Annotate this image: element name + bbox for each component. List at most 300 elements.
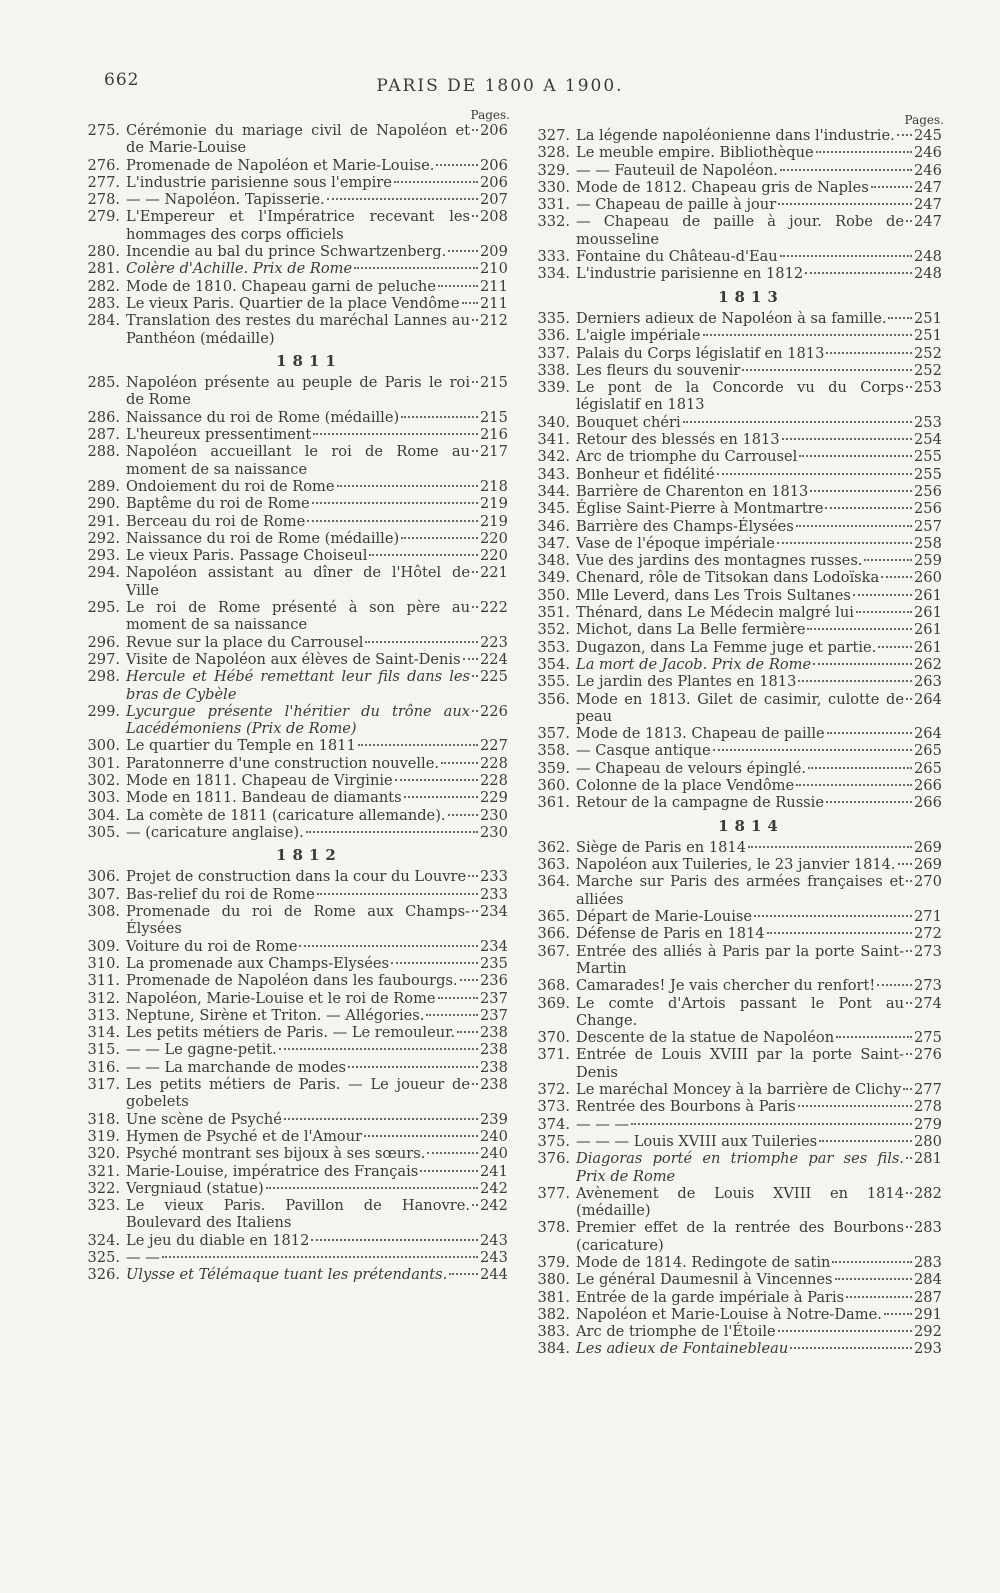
index-entry bbox=[78, 1180, 510, 1197]
dot-leader bbox=[391, 962, 478, 964]
entry-title: Mode de 1814. Redingote de satin bbox=[576, 1254, 831, 1271]
page-ref: 276 bbox=[914, 1046, 942, 1064]
dot-leader bbox=[472, 571, 478, 573]
dot-leader bbox=[448, 814, 478, 816]
dot-leader bbox=[888, 317, 912, 319]
entry-title: Défense de Paris en 1814 bbox=[576, 925, 765, 943]
index-entry bbox=[78, 374, 510, 409]
index-entry bbox=[528, 839, 944, 856]
dot-leader bbox=[436, 164, 478, 166]
index-entry bbox=[528, 196, 944, 213]
entry-title: Chenard, rôle de Titsokan dans Lodoïska bbox=[576, 569, 880, 587]
page-ref: 269 bbox=[914, 838, 942, 856]
index-entry bbox=[528, 1133, 944, 1150]
entry-title: Mode de 1813. Chapeau de paille bbox=[576, 725, 825, 743]
dot-leader bbox=[266, 1187, 478, 1189]
entry-number: 326. bbox=[87, 1266, 120, 1284]
page-ref: 221 bbox=[480, 564, 508, 582]
entry-number: 344. bbox=[537, 482, 570, 500]
entry-number: 352. bbox=[537, 621, 570, 639]
entry-title: Les petits métiers de Paris. — Le joueur de gobelets bbox=[126, 1076, 470, 1111]
page-ref: 207 bbox=[480, 191, 508, 209]
index-entry bbox=[528, 1219, 944, 1254]
entry-title: Retour de la campagne de Russie bbox=[576, 794, 824, 812]
page-ref: 206 bbox=[480, 173, 508, 191]
entry-number: 360. bbox=[537, 776, 570, 794]
entry-title: Naissance du roi de Rome (médaille) bbox=[126, 408, 400, 426]
page-ref: 234 bbox=[480, 937, 508, 955]
index-entry bbox=[78, 478, 510, 495]
index-entry bbox=[528, 656, 944, 673]
entry-title: Les petits métiers de Paris. — Le remouleur. bbox=[126, 1024, 456, 1042]
entry-title: Arc de triomphe du Carrousel bbox=[576, 448, 798, 466]
entry-number: 350. bbox=[537, 586, 570, 604]
page-ref: 235 bbox=[480, 954, 508, 972]
entry-number: 366. bbox=[537, 925, 570, 943]
dot-leader bbox=[438, 285, 478, 287]
dot-leader bbox=[472, 319, 478, 321]
entry-title: Le vieux Paris. Quartier de la place Vendôme bbox=[126, 294, 460, 312]
entry-title: Mode en 1811. Bandeau de diamants bbox=[126, 789, 402, 807]
page-ref: 261 bbox=[914, 621, 942, 639]
dot-leader bbox=[881, 576, 912, 578]
dot-leader bbox=[364, 1135, 478, 1137]
index-entry bbox=[78, 1041, 510, 1058]
index-entry bbox=[78, 824, 510, 841]
dot-leader bbox=[777, 542, 912, 544]
dot-leader bbox=[780, 255, 912, 257]
entry-title: Premier effet de la rentrée des Bourbons (caricature) bbox=[576, 1219, 904, 1254]
page-ref: 255 bbox=[914, 465, 942, 483]
entry-number: 322. bbox=[87, 1179, 120, 1197]
entry-number: 299. bbox=[87, 702, 120, 720]
index-entry bbox=[528, 873, 944, 908]
entry-number: 332. bbox=[537, 213, 570, 231]
dot-leader bbox=[395, 779, 478, 781]
entry-number: 353. bbox=[537, 638, 570, 656]
entry-title: Le meuble empire. Bibliothèque bbox=[576, 144, 814, 162]
entry-title: Translation des restes du maréchal Lannes au Panthéon (médaille) bbox=[126, 312, 470, 347]
index-entry bbox=[528, 1289, 944, 1306]
index-entry bbox=[528, 431, 944, 448]
dot-leader bbox=[311, 1239, 478, 1241]
right-column bbox=[528, 113, 944, 1358]
entry-number: 313. bbox=[87, 1006, 120, 1024]
page-ref: 219 bbox=[480, 512, 508, 530]
entry-title: Le roi de Rome présenté à son père au moment de sa naissance bbox=[126, 599, 470, 634]
entry-title: Ondoiement du roi de Rome bbox=[126, 477, 335, 495]
dot-leader bbox=[420, 1170, 478, 1172]
page-ref: 206 bbox=[480, 122, 508, 139]
page-ref: 281 bbox=[914, 1150, 942, 1168]
entry-number: 328. bbox=[537, 144, 570, 162]
index-entry bbox=[78, 208, 510, 243]
entry-number: 307. bbox=[87, 885, 120, 903]
index-entry bbox=[528, 673, 944, 690]
page-ref: 257 bbox=[914, 517, 942, 535]
index-entry bbox=[528, 1081, 944, 1098]
page-ref: 273 bbox=[914, 977, 942, 995]
entry-title: Napoléon assistant au dîner de l'Hôtel de Ville bbox=[126, 564, 470, 599]
index-entry bbox=[78, 599, 510, 634]
entry-number: 293. bbox=[87, 547, 120, 565]
dot-leader bbox=[299, 945, 478, 947]
entry-title: Vase de l'époque impériale bbox=[576, 534, 775, 552]
dot-leader bbox=[312, 502, 478, 504]
page-ref: 241 bbox=[480, 1162, 508, 1180]
entry-title: Incendie au bal du prince Schwartzenberg. bbox=[126, 243, 447, 261]
dot-leader bbox=[903, 1088, 912, 1090]
dot-leader bbox=[631, 1123, 912, 1125]
page-ref: 272 bbox=[914, 925, 942, 943]
page-ref: 253 bbox=[914, 413, 942, 431]
page-ref: 265 bbox=[914, 759, 942, 777]
entry-title: Fontaine du Château-d'Eau bbox=[576, 248, 778, 266]
dot-leader bbox=[317, 893, 478, 895]
entry-title: Les adieux de Fontainebleau bbox=[576, 1340, 789, 1358]
index-entry bbox=[78, 668, 510, 703]
index-entry bbox=[78, 122, 510, 157]
page-ref: 242 bbox=[480, 1179, 508, 1197]
dot-leader bbox=[426, 1014, 478, 1016]
entry-number: 379. bbox=[537, 1254, 570, 1271]
entry-title: Bouquet chéri bbox=[576, 413, 681, 431]
dot-leader bbox=[864, 559, 912, 561]
dot-leader bbox=[832, 1261, 912, 1263]
page-ref: 261 bbox=[914, 638, 942, 656]
dot-leader bbox=[799, 455, 912, 457]
dot-leader bbox=[348, 1066, 478, 1068]
dot-leader bbox=[808, 767, 912, 769]
dot-leader bbox=[463, 658, 478, 660]
entry-number: 302. bbox=[87, 771, 120, 789]
entry-title: Napoléon accueillant le roi de Rome au moment de sa naissance bbox=[126, 443, 470, 478]
entry-title: Diagoras porté en triomphe par ses fils. Prix de Rome bbox=[576, 1150, 904, 1185]
index-entry bbox=[78, 443, 510, 478]
entry-number: 362. bbox=[537, 838, 570, 856]
page-ref: 287 bbox=[914, 1288, 942, 1306]
page-ref: 273 bbox=[914, 942, 942, 960]
page-ref: 233 bbox=[480, 885, 508, 903]
index-entry bbox=[528, 466, 944, 483]
entry-title: Mlle Leverd, dans Les Trois Sultanes bbox=[576, 586, 851, 604]
entry-number: 286. bbox=[87, 408, 120, 426]
index-entry bbox=[528, 1046, 944, 1081]
entry-number: 279. bbox=[87, 208, 120, 226]
year-heading: 1811 bbox=[276, 351, 342, 370]
entry-number: 365. bbox=[537, 908, 570, 926]
entry-number: 381. bbox=[537, 1288, 570, 1306]
entry-title: Napoléon présente au peuple de Paris le roi de Rome bbox=[126, 374, 470, 409]
page-ref: 251 bbox=[914, 327, 942, 345]
entry-title: L'industrie parisienne sous l'empire bbox=[126, 173, 392, 191]
entry-title: Le vieux Paris. Pavillon de Hanovre. Boulevard des Italiens bbox=[126, 1197, 470, 1232]
page-ref: 233 bbox=[480, 868, 508, 886]
page-ref: 216 bbox=[480, 426, 508, 444]
page-ref: 261 bbox=[914, 604, 942, 622]
index-entry bbox=[528, 213, 944, 248]
entry-number: 355. bbox=[537, 673, 570, 691]
entry-title: Vergniaud (statue) bbox=[126, 1179, 264, 1197]
entry-number: 334. bbox=[537, 265, 570, 283]
page-ref: 247 bbox=[914, 178, 942, 196]
dot-leader bbox=[813, 663, 912, 665]
dot-leader bbox=[284, 1118, 478, 1120]
index-entry bbox=[528, 179, 944, 196]
index-entry bbox=[78, 295, 510, 312]
dot-leader bbox=[468, 875, 478, 877]
entry-number: 280. bbox=[87, 243, 120, 261]
entry-title: Retour des blessés en 1813 bbox=[576, 431, 780, 449]
entry-number: 318. bbox=[87, 1110, 120, 1128]
dot-leader bbox=[472, 710, 478, 712]
entry-title: — — La marchande de modes bbox=[126, 1058, 347, 1076]
dot-leader bbox=[401, 416, 478, 418]
entry-title: Bas-relief du roi de Rome bbox=[126, 885, 315, 903]
index-entry bbox=[78, 789, 510, 806]
entry-title: Marie-Louise, impératrice des Français bbox=[126, 1162, 419, 1180]
page-ref: 266 bbox=[914, 776, 942, 794]
index-entry bbox=[78, 903, 510, 938]
page-ref: 225 bbox=[480, 668, 508, 686]
dot-leader bbox=[401, 537, 478, 539]
entry-number: 308. bbox=[87, 903, 120, 921]
entry-title: Naissance du roi de Rome (médaille) bbox=[126, 529, 400, 547]
entry-number: 309. bbox=[87, 937, 120, 955]
entry-title: Le pont de la Concorde vu du Corps législatif en 1813 bbox=[576, 379, 904, 414]
dot-leader bbox=[365, 641, 478, 643]
entry-number: 356. bbox=[537, 690, 570, 708]
entry-number: 331. bbox=[537, 196, 570, 214]
index-entry bbox=[528, 621, 944, 638]
page-ref: 283 bbox=[914, 1254, 942, 1271]
entry-number: 304. bbox=[87, 806, 120, 824]
entry-number: 288. bbox=[87, 443, 120, 461]
dot-leader bbox=[279, 1048, 478, 1050]
page-ref: 278 bbox=[914, 1098, 942, 1116]
index-entry bbox=[528, 310, 944, 327]
index-entry bbox=[528, 1116, 944, 1133]
index-entry bbox=[78, 1163, 510, 1180]
page-ref: 237 bbox=[480, 1006, 508, 1024]
entry-title: — (caricature anglaise). bbox=[126, 823, 304, 841]
index-entry bbox=[78, 426, 510, 443]
index-entry bbox=[528, 144, 944, 161]
entry-number: 335. bbox=[537, 309, 570, 327]
entry-title: Michot, dans La Belle fermière bbox=[576, 621, 806, 639]
page-ref: 264 bbox=[914, 690, 942, 708]
entry-number: 342. bbox=[537, 448, 570, 466]
page-ref: 256 bbox=[914, 482, 942, 500]
dot-leader bbox=[897, 134, 912, 136]
index-entry bbox=[78, 955, 510, 972]
entry-number: 305. bbox=[87, 823, 120, 841]
page-ref: 228 bbox=[480, 771, 508, 789]
entry-title: Palais du Corps législatif en 1813 bbox=[576, 344, 825, 362]
dot-leader bbox=[307, 520, 478, 522]
dot-leader bbox=[906, 386, 912, 388]
entry-number: 291. bbox=[87, 512, 120, 530]
entry-title: Cérémonie du mariage civil de Napoléon et de Marie-Louise bbox=[126, 122, 470, 157]
entry-title: Avènement de Louis XVIII en 1814 (médaille) bbox=[576, 1184, 904, 1220]
dot-leader bbox=[457, 1031, 478, 1033]
entry-title: Mode de 1812. Chapeau gris de Naples bbox=[576, 178, 869, 196]
index-entry bbox=[528, 908, 944, 925]
page-ref: 209 bbox=[480, 243, 508, 261]
dot-leader bbox=[796, 525, 912, 527]
page-ref: 279 bbox=[914, 1115, 942, 1133]
entry-title: Visite de Napoléon aux élèves de Saint-Denis bbox=[126, 650, 461, 668]
index-entry bbox=[78, 772, 510, 789]
entry-title: Mode de 1810. Chapeau garni de peluche bbox=[126, 277, 436, 295]
page-ref: 269 bbox=[914, 856, 942, 874]
entry-title: Dugazon, dans La Femme juge et partie. bbox=[576, 638, 877, 656]
dot-leader bbox=[472, 129, 478, 131]
dot-leader bbox=[906, 1157, 912, 1159]
index-entry bbox=[528, 414, 944, 431]
entry-number: 330. bbox=[537, 178, 570, 196]
page-ref: 259 bbox=[914, 552, 942, 570]
entry-number: 374. bbox=[537, 1115, 570, 1133]
entry-number: 338. bbox=[537, 361, 570, 379]
page-ref: 291 bbox=[914, 1305, 942, 1323]
index-entry bbox=[78, 886, 510, 903]
index-entry bbox=[78, 1059, 510, 1076]
page-ref: 238 bbox=[480, 1058, 508, 1076]
index-entry bbox=[528, 925, 944, 942]
page-ref: 292 bbox=[914, 1323, 942, 1341]
entry-title: Lycurgue présente l'héritier du trône aux Lacédémoniens (Prix de Rome) bbox=[126, 702, 470, 738]
entry-title: La promenade aux Champs-Elysées bbox=[126, 954, 389, 972]
page-ref: 247 bbox=[914, 213, 942, 231]
page-ref: 243 bbox=[480, 1231, 508, 1249]
index-entry bbox=[528, 742, 944, 759]
page-ref: 223 bbox=[480, 633, 508, 651]
page-ref: 234 bbox=[480, 903, 508, 921]
entry-title: — Casque antique bbox=[576, 742, 711, 760]
dot-leader bbox=[826, 801, 912, 803]
entry-title: Promenade de Napoléon et Marie-Louise. bbox=[126, 156, 435, 174]
index-entry bbox=[78, 703, 510, 738]
entry-title: Le comte d'Artois passant le Pont au Change. bbox=[576, 994, 904, 1029]
page-ref: 244 bbox=[480, 1266, 508, 1284]
left-column bbox=[78, 108, 510, 1284]
index-entry bbox=[78, 972, 510, 989]
index-entry bbox=[78, 495, 510, 512]
entry-title: Le vieux Paris. Passage Choiseul bbox=[126, 547, 368, 565]
page-ref: 220 bbox=[480, 529, 508, 547]
entry-number: 306. bbox=[87, 868, 120, 886]
entry-number: 292. bbox=[87, 529, 120, 547]
pages-label-left: Pages. bbox=[470, 108, 510, 122]
index-entry bbox=[78, 174, 510, 191]
dot-leader bbox=[472, 450, 478, 452]
entry-number: 343. bbox=[537, 465, 570, 483]
page-ref: 240 bbox=[480, 1145, 508, 1163]
dot-leader bbox=[162, 1256, 478, 1258]
dot-leader bbox=[472, 675, 478, 677]
entry-title: Départ de Marie-Louise bbox=[576, 908, 753, 926]
index-entry bbox=[528, 535, 944, 552]
entry-number: 363. bbox=[537, 856, 570, 874]
entry-number: 323. bbox=[87, 1197, 120, 1215]
entry-number: 275. bbox=[87, 122, 120, 139]
entry-title: Camarades! Je vais chercher du renfort! bbox=[576, 977, 876, 995]
entry-number: 287. bbox=[87, 426, 120, 444]
page-ref: 237 bbox=[480, 989, 508, 1007]
entry-number: 314. bbox=[87, 1024, 120, 1042]
page-ref: 280 bbox=[914, 1132, 942, 1150]
index-entry bbox=[528, 500, 944, 517]
page-ref: 256 bbox=[914, 500, 942, 518]
page-ref: 283 bbox=[914, 1219, 942, 1237]
entry-title: Le général Daumesnil à Vincennes bbox=[576, 1271, 833, 1289]
index-entry bbox=[528, 639, 944, 656]
entry-number: 348. bbox=[537, 552, 570, 570]
entry-number: 333. bbox=[537, 248, 570, 266]
page-ref: 239 bbox=[480, 1110, 508, 1128]
dot-leader bbox=[427, 1152, 478, 1154]
page-ref: 228 bbox=[480, 754, 508, 772]
page-ref: 210 bbox=[480, 260, 508, 278]
entry-title: Neptune, Sirène et Triton. — Allégories. bbox=[126, 1006, 425, 1024]
dot-leader bbox=[846, 1296, 912, 1298]
page-ref: 211 bbox=[480, 277, 508, 295]
page-ref: 253 bbox=[914, 379, 942, 397]
index-entry bbox=[528, 587, 944, 604]
dot-leader bbox=[703, 334, 913, 336]
entry-number: 297. bbox=[87, 650, 120, 668]
entry-title: Bonheur et fidélité bbox=[576, 465, 715, 483]
index-entry bbox=[78, 737, 510, 754]
page-ref: 227 bbox=[480, 737, 508, 755]
dot-leader bbox=[906, 880, 912, 882]
dot-leader bbox=[884, 1313, 912, 1315]
entry-title: Descente de la statue de Napoléon bbox=[576, 1029, 835, 1047]
entry-number: 368. bbox=[537, 977, 570, 995]
index-entry bbox=[528, 995, 944, 1030]
index-entry bbox=[78, 990, 510, 1007]
dot-leader bbox=[816, 151, 912, 153]
page-ref: 293 bbox=[914, 1340, 942, 1358]
page-ref: 258 bbox=[914, 534, 942, 552]
entry-number: 303. bbox=[87, 789, 120, 807]
year-heading: 1812 bbox=[276, 846, 342, 865]
entry-title: Rentrée des Bourbons à Paris bbox=[576, 1098, 796, 1116]
dot-leader bbox=[878, 646, 912, 648]
entry-number: 296. bbox=[87, 633, 120, 651]
page-ref: 246 bbox=[914, 161, 942, 179]
dot-leader bbox=[306, 831, 478, 833]
page-ref: 271 bbox=[914, 908, 942, 926]
page-ref: 260 bbox=[914, 569, 942, 587]
index-entry bbox=[78, 938, 510, 955]
entry-number: 382. bbox=[537, 1305, 570, 1323]
entry-title: — — Fauteuil de Napoléon. bbox=[576, 161, 778, 179]
page-ref: 248 bbox=[914, 248, 942, 266]
entry-number: 367. bbox=[537, 942, 570, 960]
entry-number: 383. bbox=[537, 1323, 570, 1341]
index-entry bbox=[528, 1185, 944, 1220]
index-entry bbox=[528, 760, 944, 777]
entry-title: Derniers adieux de Napoléon à sa famille. bbox=[576, 309, 887, 327]
dot-leader bbox=[853, 594, 912, 596]
entry-title: Ulysse et Télémaque tuant les prétendants. bbox=[126, 1266, 448, 1284]
index-entry bbox=[78, 547, 510, 564]
dot-leader bbox=[449, 1273, 478, 1275]
page-ref: 282 bbox=[914, 1184, 942, 1202]
entry-number: 375. bbox=[537, 1132, 570, 1150]
